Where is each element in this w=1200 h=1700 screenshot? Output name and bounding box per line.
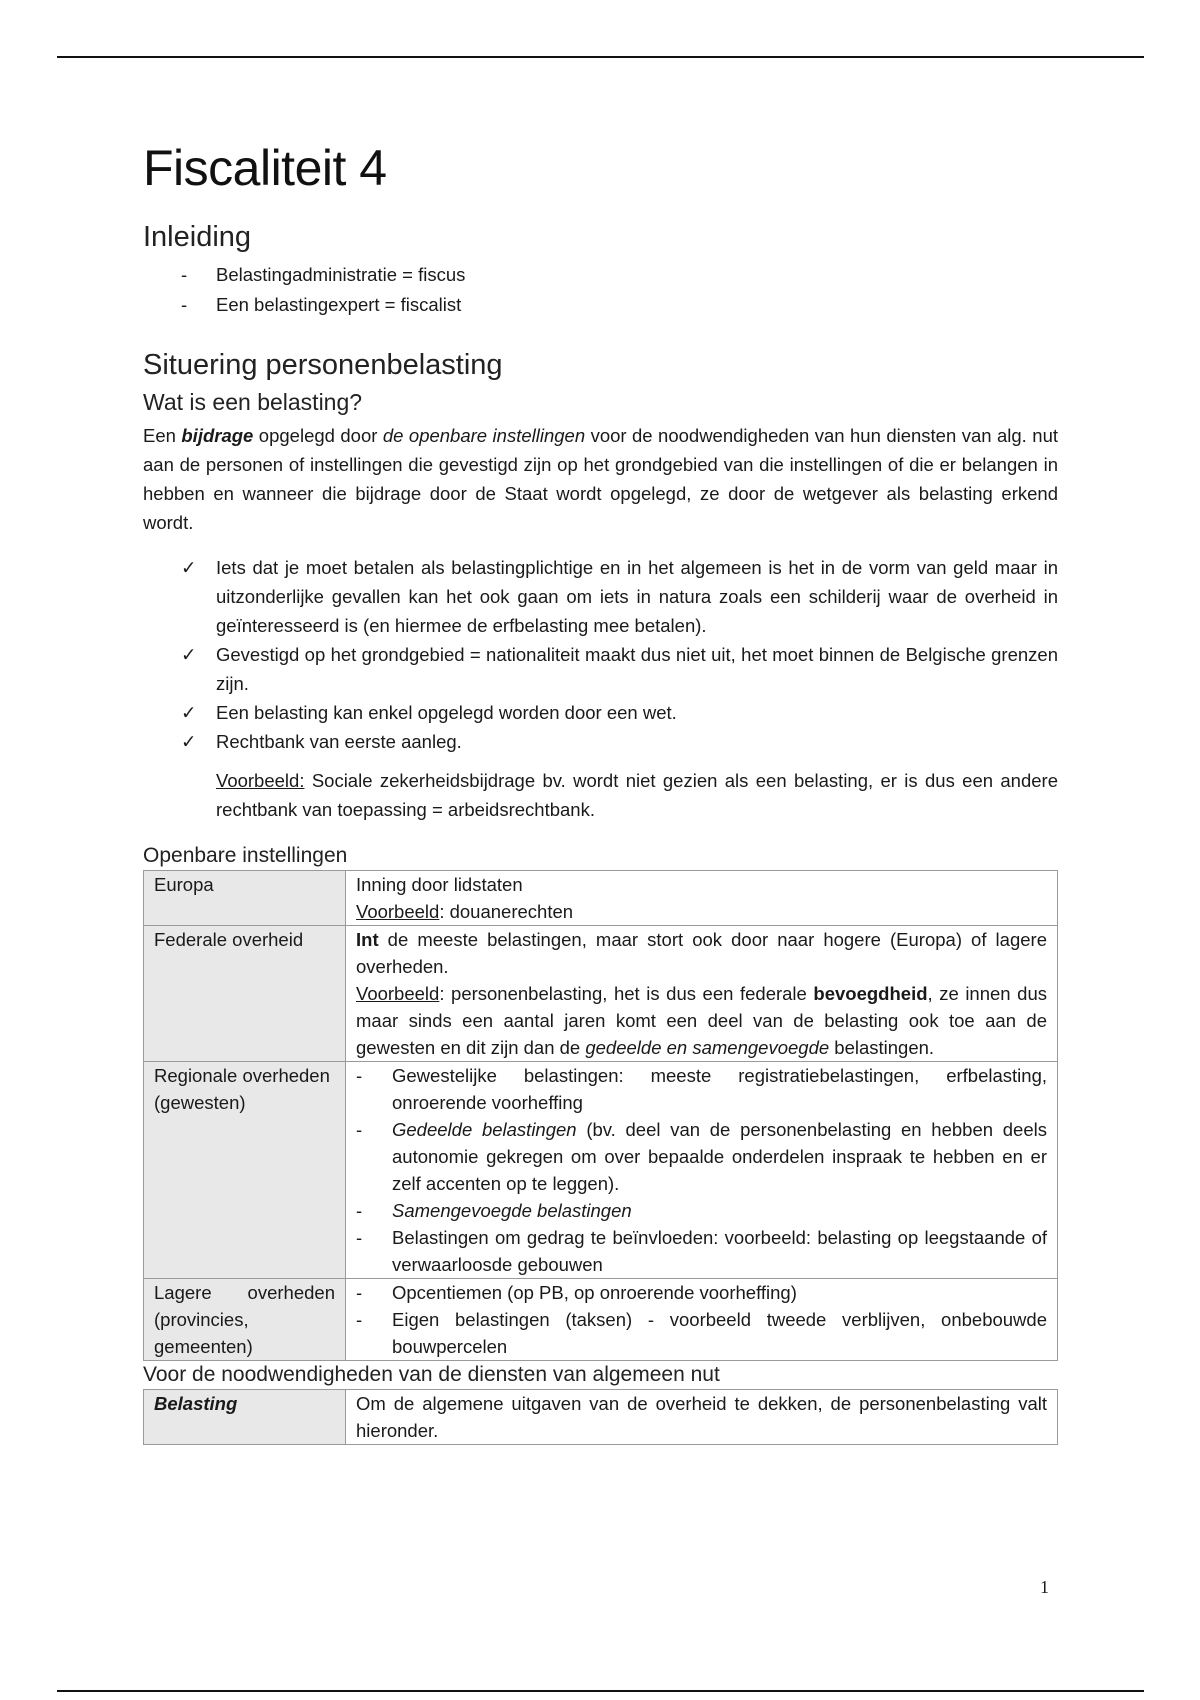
list-item: - Belastingadministratie = fiscus [143,260,1058,290]
row-key-federaal: Federale overheid [144,925,346,1061]
example-sociale-zekerheid: Voorbeeld: Sociale zekerheidsbijdrage bv. wordt niet gezien als een belasting, er is dus een andere rechtbank van toepassing = arbeidsrechtbank. [216,769,1058,820]
table-row [144,1389,1058,1444]
row-key-belasting: Belasting [144,1389,346,1444]
document-title: Fiscaliteit 4 [143,140,387,196]
top-rule [57,56,1144,58]
row-key-regionaal: Regionale overheden (gewesten) [144,1061,346,1278]
row-value-lager [346,1278,1058,1360]
table-row [144,1278,1058,1360]
definition-paragraph: Een bijdrage opgelegd door de openbare instellingen voor de noodwendigheden van hun diensten van alg. nut aan de personen of instellingen die gevestigd zijn op het grondgebied van die instellingen of die er belangen in hebben en wanneer die bijdrage door de Staat wordt opgelegd, ze door de wetgever als belasting erkend wordt. [143,424,1058,533]
check-item: ✓ Een belasting kan enkel opgelegd worden door een wet. [143,698,1058,727]
check-item: ✓ Iets dat je moet betalen als belastingplichtige en in het algemeen is het in de vorm van geld maar in uitzonderlijke gevallen kan het ook gaan om iets in natura zoals een schilderij waar de overheid in geïnteresseerd is (en hiermee de erfbelasting mee betalen). [143,553,1058,640]
list-item: - Eigen belastingen (taksen) - voorbeeld tweede verblijven, onbebouwde bouwpercelen [356,1306,1047,1360]
list-item: - Een belastingexpert = fiscalist [143,290,1058,320]
document-body [143,140,1058,1445]
row-key-europa: Europa [144,870,346,925]
list-item: - Opcentiemen (op PB, op onroerende voorheffing) [356,1279,1047,1306]
heading-situering: Situering personenbelasting [143,349,503,382]
table-row [144,870,1058,925]
table-row [144,1061,1058,1278]
inleiding-list [143,260,1058,320]
check-item: ✓ Rechtbank van eerste aanleg. [143,727,1058,756]
subheading-wat-is-belasting: Wat is een belasting? [143,389,363,416]
row-key-lager: Lagere overheden (provincies, gemeenten) [144,1278,346,1360]
row-value-federaal: Int de meeste belastingen, maar stort ook door naar hogere (Europa) of lagere overheden. Voorbeeld: personenbelasting, het is dus een federale bevoegdheid, ze innen dus maar sinds een aantal jaren komt een deel van de belasting ook toe aan de gewesten en dit zijn dan de gedeelde en samengevoegde belastingen. [346,925,1058,1061]
term-openbare-instellingen: de openbare instellingen [382,424,586,446]
heading-inleiding: Inleiding [143,220,252,253]
row-value-belasting: Om de algemene uitgaven van de overheid te dekken, de personenbelasting valt hieronder. [346,1389,1058,1444]
noodwendigheden-table [143,1389,1058,1445]
table-row [144,925,1058,1061]
check-item: ✓ Gevestigd op het grondgebied = nationaliteit maakt dus niet uit, het moet binnen de Belgische grenzen zijn. [143,640,1058,698]
list-item: - Belastingen om gedrag te beïnvloeden: voorbeeld: belasting op leegstaande of verwaarloosde gebouwen [356,1224,1047,1278]
openbare-instellingen-table [143,870,1058,1361]
bottom-rule [57,1690,1144,1692]
row-value-regionaal [346,1061,1058,1278]
list-item: - Samengevoegde belastingen [356,1197,1047,1224]
row-value-europa: Inning door lidstaten Voorbeeld: douanerechten [346,870,1058,925]
page-number: 1 [1040,1577,1049,1597]
check-list [143,553,1058,756]
table-title-noodwendigheden: Voor de noodwendigheden van de diensten van algemeen nut [143,1362,720,1386]
example-label: Voorbeeld: [216,769,305,791]
list-item: - Gedeelde belastingen (bv. deel van de personenbelasting en hebben deels autonomie gekregen om over bepaalde onderdelen inspraak te hebben en er zelf accenten op te leggen). [356,1116,1047,1197]
table-title-openbare-instellingen: Openbare instellingen [143,843,348,867]
list-item: - Gewestelijke belastingen: meeste registratiebelastingen, erfbelasting, onroerende voorheffing [356,1062,1047,1116]
term-bijdrage: bijdrage [181,424,254,446]
